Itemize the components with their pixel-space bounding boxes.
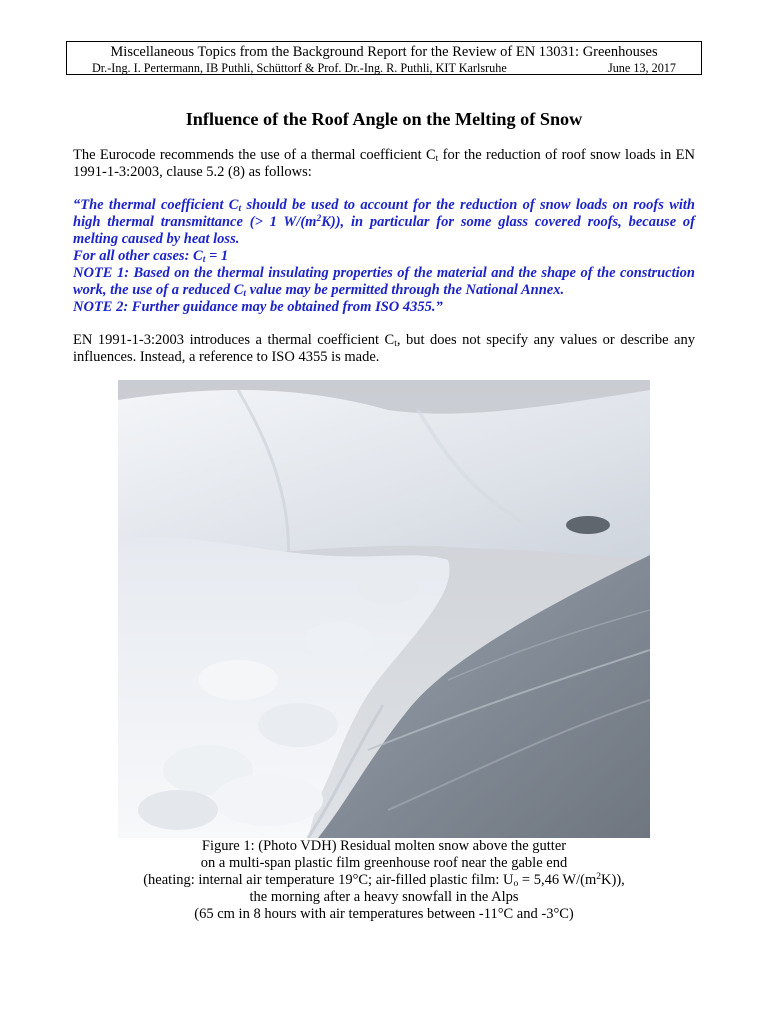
caption-line3-text-b: = 5,46 W/(m	[518, 872, 597, 888]
caption-line-3	[0, 872, 768, 889]
caption-line-2: on a multi-span plastic film greenhouse roof near the gable end	[200, 855, 568, 871]
header-authors: Dr.-Ing. I. Pertermann, IB Puthli, Schüttorf & Prof. Dr.-Ing. R. Puthli, KIT Karlsruhe	[92, 61, 507, 75]
quote-note-1	[73, 265, 695, 299]
header-title: Miscellaneous Topics from the Background Report for the Review of EN 13031: Greenhouses	[110, 44, 658, 60]
caption-line3-text-c: K)),	[601, 872, 625, 888]
quote-p1-superscript: 2	[316, 214, 322, 224]
quote-p2-text-a: For all other cases: C	[73, 248, 203, 264]
quote-note-2: NOTE 2: Further guidance may be obtained from ISO 4355.”	[73, 299, 443, 315]
quote-p1-subscript: t	[238, 204, 242, 214]
closing-text-2: , but does not specify any values or describe any influences. Instead, a reference to ISO 4355 is made.	[73, 332, 695, 365]
caption-line-1: Figure 1: (Photo VDH) Residual molten snow above the gutter	[201, 838, 567, 854]
intro-text-1: The Eurocode recommends the use of a thermal coefficient C	[73, 147, 436, 163]
snow-roof-photo	[118, 380, 650, 838]
closing-paragraph	[73, 332, 695, 366]
page-title: Influence of the Roof Angle on the Melting of Snow	[185, 109, 583, 129]
quote-paragraph-1	[73, 197, 695, 248]
quote-p2-text-b: = 1	[205, 248, 229, 264]
quote-p1-text-b: should be used to account for the reduction of snow loads on roofs with high thermal transmittance (> 1 W/(m	[73, 197, 695, 230]
closing-subscript: t	[394, 339, 397, 349]
intro-text-2: for the reduction of roof snow loads in EN 1991-1-3:2003, clause 5.2 (8) as follows:	[73, 147, 695, 180]
intro-subscript: t	[435, 154, 439, 164]
quote-note1-subscript: t	[243, 289, 247, 299]
caption-line-4: the morning after a heavy snowfall in the Alps	[249, 889, 519, 905]
page-header	[66, 41, 702, 75]
header-date: June 13, 2017	[607, 61, 676, 75]
caption-line-5: (65 cm in 8 hours with air temperatures between -11°C and -3°C)	[194, 906, 574, 922]
caption-line3-subscript: o	[513, 879, 519, 889]
quote-paragraph-2	[73, 248, 695, 265]
quote-note1-text-a: NOTE 1: Based on the thermal insulating properties of the material and the shape of the construction work, the use of a reduced C	[73, 265, 695, 298]
quote-p1-text-c: K)), in particular for some glass covered roofs, because of melting caused by heat loss.	[73, 214, 696, 247]
eurocode-quote	[73, 197, 695, 316]
quote-p1-text-a: “The thermal coefficient C	[73, 197, 239, 213]
intro-paragraph	[73, 147, 695, 181]
quote-note1-text-b: value may be permitted through the National Annex.	[246, 282, 565, 298]
caption-line3-text-a: (heating: internal air temperature 19°C; air-filled plastic film: U	[143, 872, 514, 888]
figure-caption	[0, 838, 768, 923]
closing-text-1: EN 1991-1-3:2003 introduces a thermal coefficient C	[73, 332, 395, 348]
caption-line3-superscript: 2	[596, 872, 602, 882]
quote-p2-subscript: t	[202, 255, 206, 265]
